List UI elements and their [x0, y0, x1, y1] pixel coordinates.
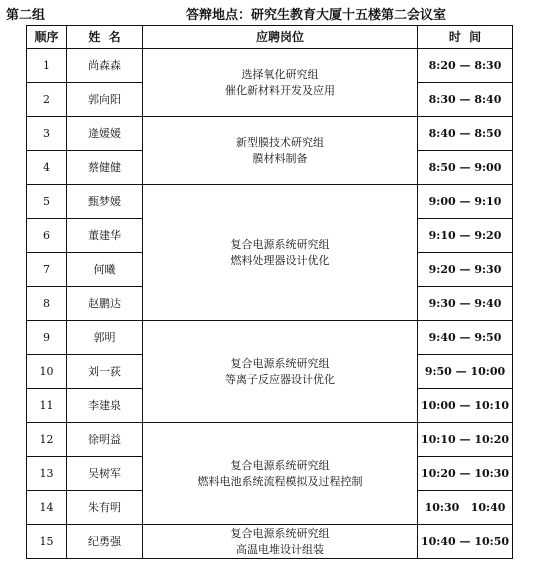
- position-title: 燃料处理器设计优化: [230, 253, 330, 267]
- row-order: 2: [27, 83, 67, 117]
- group-label: 第二组: [6, 8, 46, 23]
- row-order: 12: [27, 423, 67, 457]
- header-name: 姓 名: [67, 26, 143, 49]
- row-time: 8:30 — 8:40: [418, 83, 513, 117]
- position-cell: [143, 185, 418, 321]
- row-name: 徐明益: [67, 423, 143, 457]
- position-group: 复合电源系统研究组: [230, 237, 330, 251]
- row-order: 11: [27, 389, 67, 423]
- position-group: 复合电源系统研究组: [230, 526, 330, 540]
- position-cell: [143, 117, 418, 185]
- row-name: 吴树军: [67, 457, 143, 491]
- row-time: 10:20 — 10:30: [418, 457, 513, 491]
- row-time: 9:00 — 9:10: [418, 185, 513, 219]
- position-cell: [143, 525, 418, 559]
- header-position: 应聘岗位: [143, 26, 418, 49]
- row-order: 7: [27, 253, 67, 287]
- table-row: [27, 49, 513, 83]
- row-time: 10:30 10:40: [418, 491, 513, 525]
- position-group: 复合电源系统研究组: [230, 458, 330, 472]
- position-title: 高温电堆设计组装: [236, 542, 324, 556]
- position-title: 催化新材料开发及应用: [225, 83, 335, 97]
- row-name: 刘一荻: [67, 355, 143, 389]
- schedule-table: [26, 25, 513, 559]
- row-name: 赵鹏达: [67, 287, 143, 321]
- row-order: 1: [27, 49, 67, 83]
- row-name: 郭向阳: [67, 83, 143, 117]
- position-title: 等离子反应器设计优化: [225, 372, 335, 386]
- row-order: 3: [27, 117, 67, 151]
- page-header: [0, 4, 537, 22]
- position-title: 燃料电池系统流程模拟及过程控制: [197, 474, 363, 488]
- row-time: 8:50 — 9:00: [418, 151, 513, 185]
- row-name: 董建华: [67, 219, 143, 253]
- row-order: 6: [27, 219, 67, 253]
- row-name: 蔡健健: [67, 151, 143, 185]
- row-order: 14: [27, 491, 67, 525]
- table-header-row: [27, 26, 513, 49]
- position-cell: [143, 423, 418, 525]
- row-time: 9:30 — 9:40: [418, 287, 513, 321]
- defense-location: 答辩地点：研究生教育大厦十五楼第二会议室: [186, 8, 447, 23]
- row-time: 10:40 — 10:50: [418, 525, 513, 559]
- row-name: 尚森森: [67, 49, 143, 83]
- position-cell: [143, 321, 418, 423]
- row-order: 10: [27, 355, 67, 389]
- row-time: 8:20 — 8:30: [418, 49, 513, 83]
- row-order: 9: [27, 321, 67, 355]
- header-time: 时 间: [418, 26, 513, 49]
- table-row: [27, 525, 513, 559]
- position-group: 选择氧化研究组: [241, 67, 319, 81]
- row-time: 10:10 — 10:20: [418, 423, 513, 457]
- row-time: 9:20 — 9:30: [418, 253, 513, 287]
- position-cell: [143, 49, 418, 117]
- table-row: [27, 423, 513, 457]
- row-time: 9:10 — 9:20: [418, 219, 513, 253]
- row-name: 李建泉: [67, 389, 143, 423]
- row-name: 何曦: [67, 253, 143, 287]
- row-time: 9:40 — 9:50: [418, 321, 513, 355]
- row-name: 甄梦媛: [67, 185, 143, 219]
- position-title: 膜材料制备: [252, 151, 308, 165]
- row-order: 13: [27, 457, 67, 491]
- row-order: 15: [27, 525, 67, 559]
- row-time: 8:40 — 8:50: [418, 117, 513, 151]
- row-time: 10:00 — 10:10: [418, 389, 513, 423]
- table-row: [27, 185, 513, 219]
- row-time: 9:50 — 10:00: [418, 355, 513, 389]
- position-group: 复合电源系统研究组: [230, 356, 330, 370]
- row-name: 纪勇强: [67, 525, 143, 559]
- row-order: 5: [27, 185, 67, 219]
- header-order: 顺序: [27, 26, 67, 49]
- table-row: [27, 321, 513, 355]
- row-order: 4: [27, 151, 67, 185]
- row-order: 8: [27, 287, 67, 321]
- row-name: 逄媛媛: [67, 117, 143, 151]
- position-group: 新型膜技术研究组: [236, 135, 324, 149]
- row-name: 郭明: [67, 321, 143, 355]
- table-row: [27, 117, 513, 151]
- row-name: 朱有明: [67, 491, 143, 525]
